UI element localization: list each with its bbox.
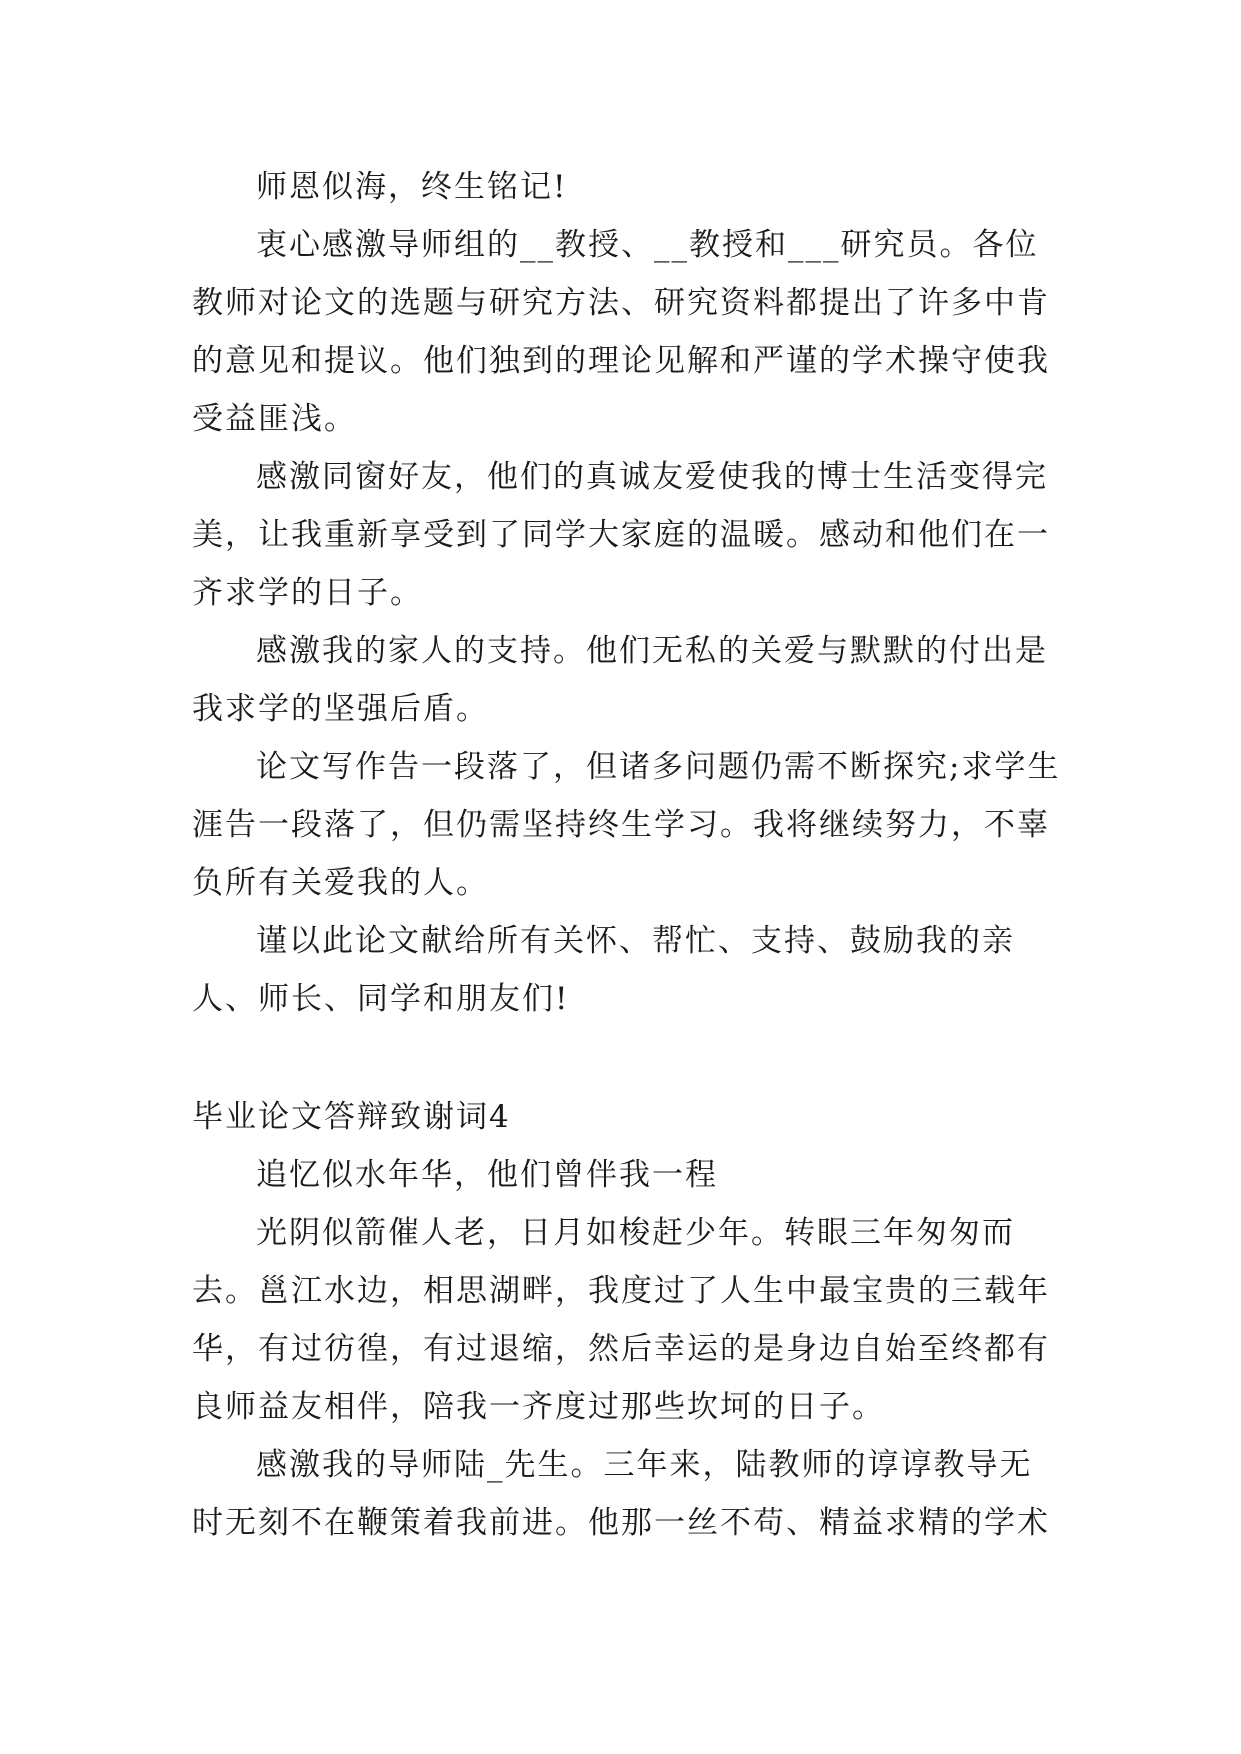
paragraph-time-passes: 光阴似箭催人老，日月如梭赶少年。转眼三年匆匆而去。邕江水边，相思湖畔，我度过了人生中最宝贵的三载年华，有过彷徨，有过退缩，然后幸运的是身边自始至终都有良师益友相伴，陪我一齐度过那些坎坷的日子。 xyxy=(192,1215,1050,1425)
paragraph-thanks-advisors: 衷心感激导师组的__教授、__教授和___研究员。各位教师对论文的选题与研究方法、研究资料都提出了许多中肯的意见和提议。他们独到的理论见解和严谨的学术操守使我受益匪浅。 xyxy=(192,227,1050,437)
section-subtitle: 追忆似水年华，他们曾伴我一程 xyxy=(256,1157,718,1193)
paragraph-conclusion: 论文写作告一段落了，但诸多问题仍需不断探究;求学生涯告一段落了，但仍需坚持终生学习。我将继续努力，不辜负所有关爱我的人。 xyxy=(192,749,1061,901)
paragraph-dedication: 谨以此论文献给所有关怀、帮忙、支持、鼓励我的亲人、师长、同学和朋友们! xyxy=(192,923,1015,1017)
paragraph-closing-motto: 师恩似海，终生铭记! xyxy=(256,169,568,205)
section-heading: 毕业论文答辩致谢词4 xyxy=(192,1099,511,1135)
paragraph-thanks-classmates: 感激同窗好友，他们的真诚友爱使我的博士生活变得完美，让我重新享受到了同学大家庭的温暖。感动和他们在一齐求学的日子。 xyxy=(192,459,1050,611)
paragraph-thanks-mentor: 感激我的导师陆_先生。三年来，陆教师的谆谆教导无时无刻不在鞭策着我前进。他那一丝不苟、精益求精的学术 xyxy=(192,1447,1050,1541)
paragraph-thanks-family: 感激我的家人的支持。他们无私的关爱与默默的付出是我求学的坚强后盾。 xyxy=(192,633,1048,727)
